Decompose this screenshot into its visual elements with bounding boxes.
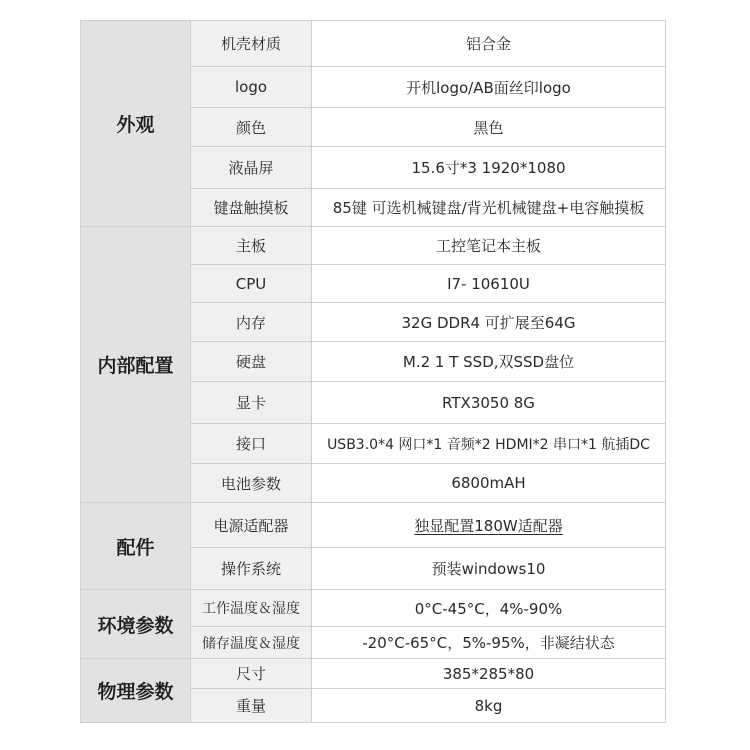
category-physical: 物理参数	[81, 659, 191, 723]
row-label: 主板	[191, 227, 312, 265]
row-label: 操作系统	[191, 548, 312, 590]
row-label: 电池参数	[191, 464, 312, 503]
row-label: CPU	[191, 265, 312, 303]
row-value: I7- 10610U	[312, 265, 666, 303]
table-row	[81, 227, 666, 265]
category-accessories: 配件	[81, 503, 191, 590]
row-value: 预装windows10	[312, 548, 666, 590]
table-row	[81, 659, 666, 689]
row-value: 15.6寸*3 1920*1080	[312, 147, 666, 189]
row-label: logo	[191, 67, 312, 108]
category-environment: 环境参数	[81, 590, 191, 659]
row-value: 8kg	[312, 689, 666, 723]
row-label: 液晶屏	[191, 147, 312, 189]
row-value: 6800mAH	[312, 464, 666, 503]
row-label: 储存温度＆湿度	[191, 627, 312, 659]
row-label: 键盘触摸板	[191, 189, 312, 227]
row-value: RTX3050 8G	[312, 382, 666, 424]
row-label: 电源适配器	[191, 503, 312, 548]
row-value: 0°C-45°C，4%-90%	[312, 590, 666, 627]
row-value: 独显配置180W适配器	[414, 516, 563, 535]
row-value: 黑色	[312, 108, 666, 147]
row-value: 铝合金	[312, 21, 666, 67]
row-value: USB3.0*4 网口*1 音频*2 HDMI*2 串口*1 航插DC	[312, 424, 666, 464]
row-value: 32G DDR4 可扩展至64G	[312, 303, 666, 342]
category-appearance: 外观	[81, 21, 191, 227]
row-value: 开机logo/AB面丝印logo	[312, 67, 666, 108]
row-label: 接口	[191, 424, 312, 464]
table-row	[81, 21, 666, 67]
row-label: 显卡	[191, 382, 312, 424]
row-label: 硬盘	[191, 342, 312, 382]
row-label: 工作温度＆湿度	[191, 590, 312, 627]
row-value: 工控笔记本主板	[312, 227, 666, 265]
table-row	[81, 590, 666, 627]
row-value: 385*285*80	[312, 659, 666, 689]
row-label: 尺寸	[191, 659, 312, 689]
row-value: 85键 可选机械键盘/背光机械键盘+电容触摸板	[312, 189, 666, 227]
row-label: 重量	[191, 689, 312, 723]
row-value: -20°C-65°C，5%-95%，非凝结状态	[312, 627, 666, 659]
table-row	[81, 503, 666, 548]
row-label: 机壳材质	[191, 21, 312, 67]
spec-table	[80, 20, 666, 723]
category-internal-config: 内部配置	[81, 227, 191, 503]
row-label: 颜色	[191, 108, 312, 147]
row-label: 内存	[191, 303, 312, 342]
row-value: M.2 1 T SSD,双SSD盘位	[312, 342, 666, 382]
